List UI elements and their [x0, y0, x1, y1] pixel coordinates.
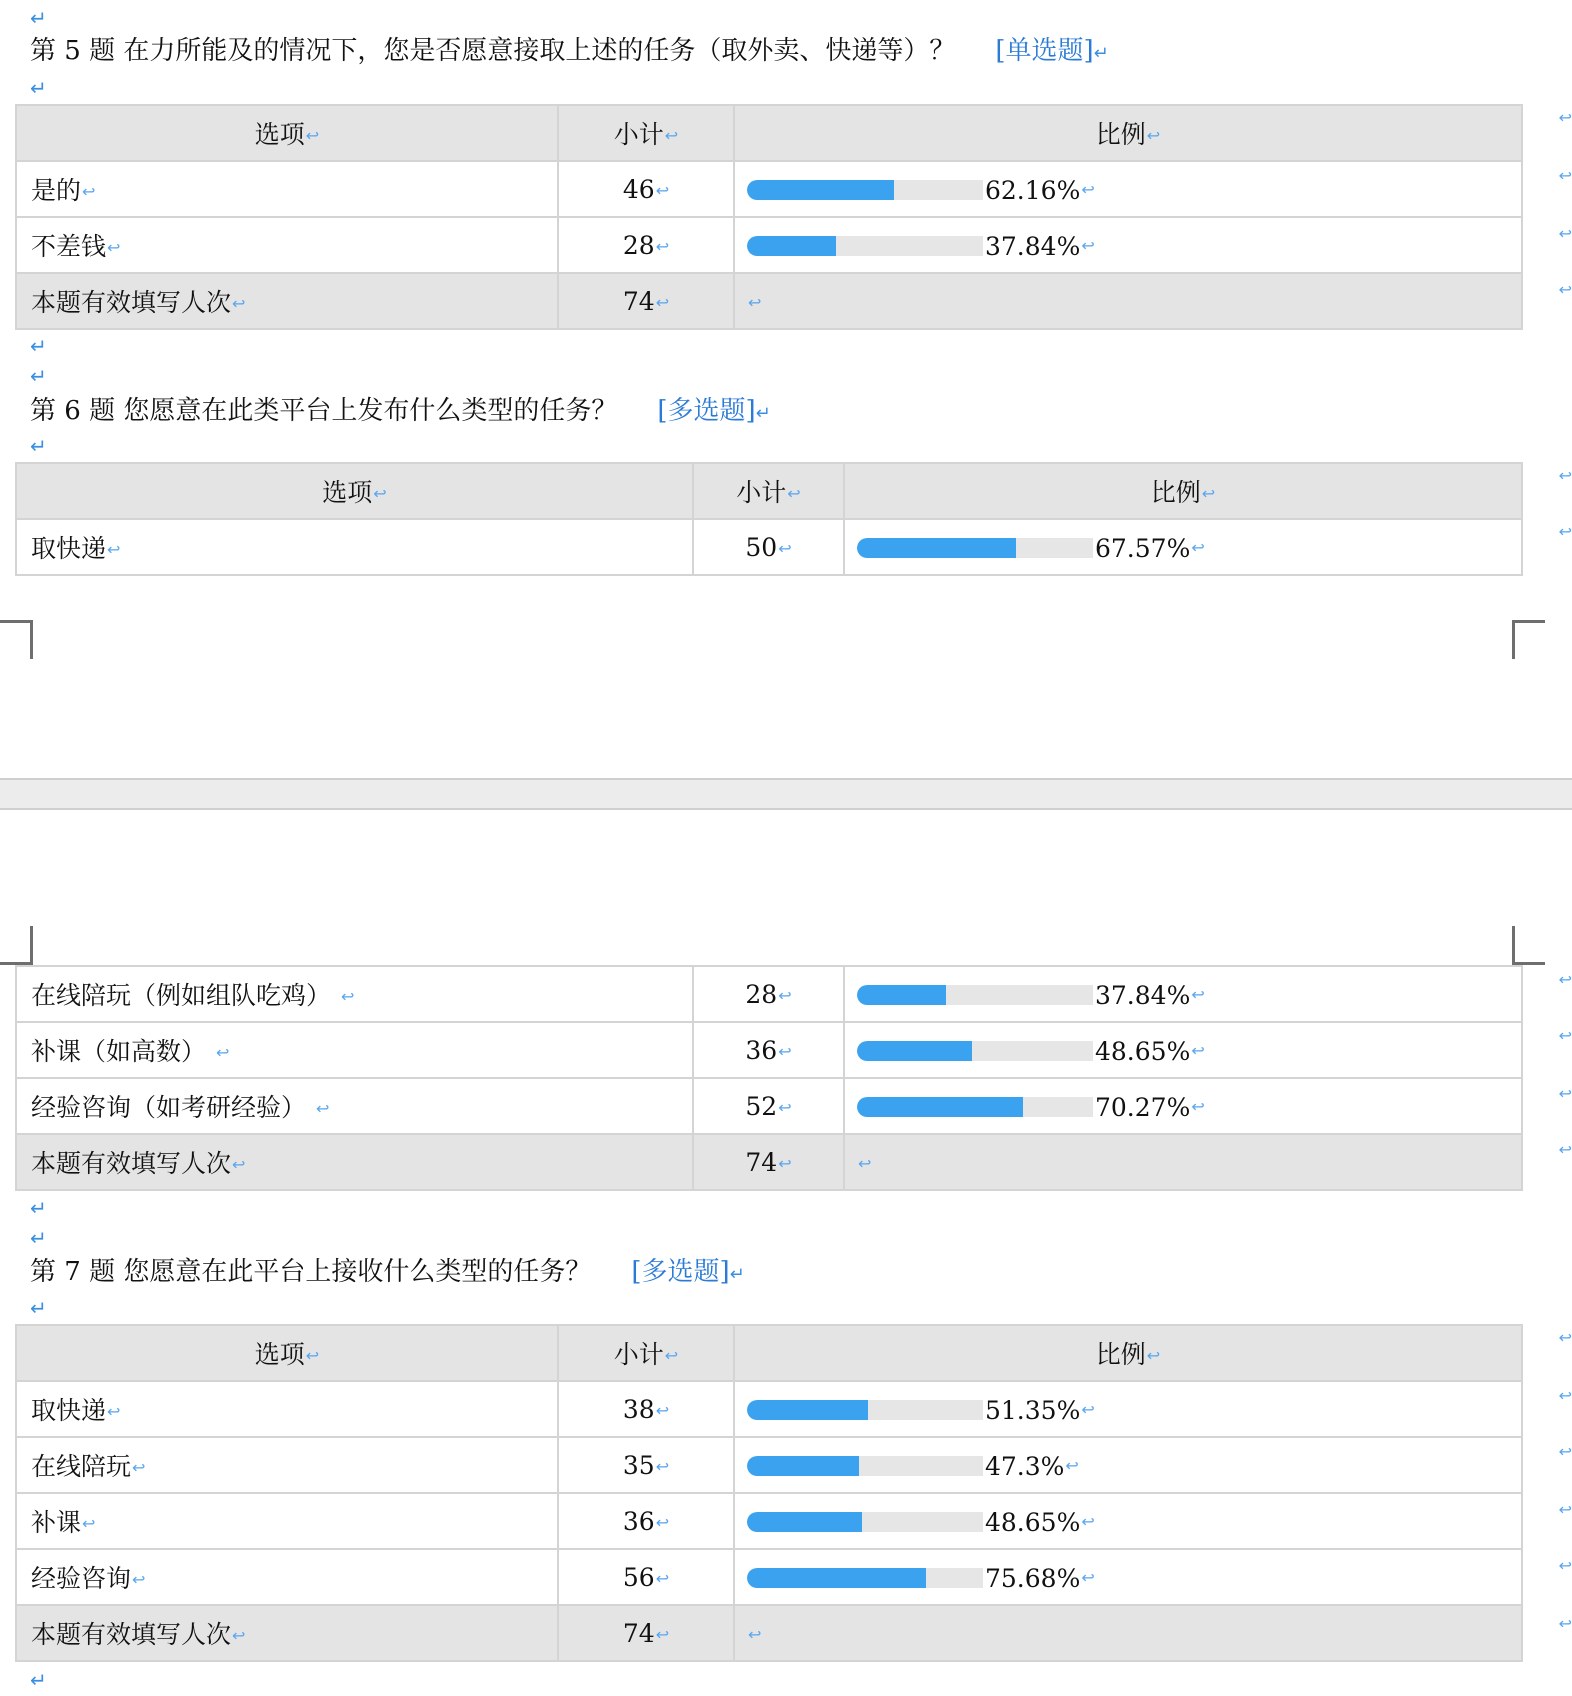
option-label: 经验咨询↩ [16, 1549, 558, 1605]
paragraph-mark: ↵ [30, 434, 47, 458]
total-row [16, 1134, 1522, 1190]
question-type-badge: [多选题] [657, 396, 756, 426]
table-header-row [16, 1325, 1522, 1381]
percent-bar-fill [747, 1456, 859, 1476]
question-5-title [30, 34, 1109, 71]
total-label: 本题有效填写人次↩ [16, 273, 558, 329]
percent-bar-fill [747, 1400, 868, 1420]
percent-bar [857, 985, 1093, 1005]
question-type-badge: [单选题] [995, 36, 1094, 66]
row-end-mark: ↩ [1558, 1386, 1572, 1405]
table-row [16, 1078, 1522, 1134]
percent-bar-fill [857, 538, 1016, 558]
row-end-mark: ↩ [1558, 166, 1572, 185]
percent-bar [747, 1456, 983, 1476]
option-percent: 37.84%↩ [734, 217, 1522, 273]
row-end-mark: ↩ [1558, 108, 1572, 127]
percent-bar [857, 1041, 1093, 1061]
question-type-badge: [多选题] [631, 1257, 730, 1287]
percent-bar-fill [747, 1568, 926, 1588]
row-end-mark: ↩ [1558, 466, 1572, 485]
percent-bar [747, 1512, 983, 1532]
row-end-mark: ↩ [1558, 1556, 1572, 1575]
total-empty: ↩ [844, 1134, 1522, 1190]
header-count: 小计↩ [558, 1325, 734, 1381]
header-option: 选项↩ [16, 105, 558, 161]
row-end-mark: ↩ [1558, 522, 1572, 541]
total-empty: ↩ [734, 273, 1522, 329]
paragraph-mark: ↵ [30, 1296, 47, 1320]
option-percent: 70.27%↩ [844, 1078, 1522, 1134]
row-end-mark: ↩ [1558, 1140, 1572, 1159]
page-corner-mark [1512, 926, 1545, 965]
page-corner-mark [0, 620, 33, 659]
question-title-text: 第 5 题 在力所能及的情况下，您是否愿意接取上述的任务（取外卖、快递等）？ [30, 36, 956, 66]
question-title-text: 第 7 题 您愿意在此平台上接收什么类型的任务？ [30, 1257, 592, 1287]
row-end-mark: ↩ [1558, 1614, 1572, 1633]
paragraph-mark: ↵ [30, 364, 47, 388]
header-count: 小计↩ [693, 463, 844, 519]
question-5-table [15, 104, 1523, 330]
option-count: 52↩ [693, 1078, 844, 1134]
option-percent: 75.68%↩ [734, 1549, 1522, 1605]
percent-bar-fill [857, 985, 946, 1005]
total-row [16, 1605, 1522, 1661]
question-7-table [15, 1324, 1523, 1662]
table-row [16, 519, 1522, 575]
page-corner-mark [0, 926, 33, 965]
table-row [16, 1493, 1522, 1549]
header-option: 选项↩ [16, 463, 693, 519]
row-end-mark: ↩ [1558, 1084, 1572, 1103]
header-percent: 比例↩ [844, 463, 1522, 519]
percent-bar-fill [857, 1041, 972, 1061]
option-count: 36↩ [693, 1022, 844, 1078]
option-count: 38↩ [558, 1381, 734, 1437]
table-row [16, 161, 1522, 217]
percent-bar [747, 180, 983, 200]
total-row [16, 273, 1522, 329]
question-6-table-continued [15, 965, 1523, 1191]
paragraph-mark: ↵ [30, 1196, 47, 1220]
total-count: 74↩ [693, 1134, 844, 1190]
question-6-title [30, 394, 771, 431]
header-count: 小计↩ [558, 105, 734, 161]
question-title-text: 第 6 题 您愿意在此类平台上发布什么类型的任务？ [30, 396, 618, 426]
row-end-mark: ↩ [1558, 970, 1572, 989]
option-label: 补课（如高数） ↩ [16, 1022, 693, 1078]
option-percent: 47.3%↩ [734, 1437, 1522, 1493]
percent-bar [747, 1568, 983, 1588]
table-row [16, 1437, 1522, 1493]
option-percent: 67.57%↩ [844, 519, 1522, 575]
table-row [16, 217, 1522, 273]
table-row [16, 1549, 1522, 1605]
row-end-mark: ↩ [1558, 1500, 1572, 1519]
table-header-row [16, 105, 1522, 161]
paragraph-mark: ↵ [30, 76, 47, 100]
option-label: 是的↩ [16, 161, 558, 217]
paragraph-mark: ↵ [30, 334, 47, 358]
option-count: 46↩ [558, 161, 734, 217]
option-percent: 37.84%↩ [844, 966, 1522, 1022]
total-label: 本题有效填写人次↩ [16, 1134, 693, 1190]
option-count: 35↩ [558, 1437, 734, 1493]
row-end-mark: ↩ [1558, 1026, 1572, 1045]
percent-bar [747, 236, 983, 256]
return-icon: ↵ [755, 403, 771, 424]
paragraph-mark: ↵ [30, 6, 47, 30]
total-count: 74↩ [558, 1605, 734, 1661]
option-count: 56↩ [558, 1549, 734, 1605]
option-count: 28↩ [693, 966, 844, 1022]
page-corner-mark [1512, 620, 1545, 659]
option-count: 36↩ [558, 1493, 734, 1549]
table-row [16, 966, 1522, 1022]
option-label: 取快递↩ [16, 1381, 558, 1437]
row-end-mark: ↩ [1558, 224, 1572, 243]
paragraph-mark: ↵ [30, 1226, 47, 1250]
option-percent: 62.16%↩ [734, 161, 1522, 217]
header-percent: 比例↩ [734, 1325, 1522, 1381]
option-count: 28↩ [558, 217, 734, 273]
table-row [16, 1381, 1522, 1437]
option-percent: 48.65%↩ [844, 1022, 1522, 1078]
percent-bar [857, 538, 1093, 558]
total-empty: ↩ [734, 1605, 1522, 1661]
percent-bar [857, 1097, 1093, 1117]
percent-bar [747, 1400, 983, 1420]
row-end-mark: ↩ [1558, 280, 1572, 299]
question-7-title [30, 1255, 745, 1292]
return-icon: ↵ [1093, 43, 1109, 64]
paragraph-mark: ↵ [30, 1668, 47, 1692]
percent-bar-fill [747, 180, 894, 200]
table-header-row [16, 463, 1522, 519]
percent-bar-fill [747, 236, 836, 256]
option-percent: 48.65%↩ [734, 1493, 1522, 1549]
percent-bar-fill [857, 1097, 1023, 1117]
option-label: 补课↩ [16, 1493, 558, 1549]
option-label: 在线陪玩（例如组队吃鸡） ↩ [16, 966, 693, 1022]
option-label: 不差钱↩ [16, 217, 558, 273]
total-count: 74↩ [558, 273, 734, 329]
total-label: 本题有效填写人次↩ [16, 1605, 558, 1661]
question-6-table [15, 462, 1523, 576]
option-label: 取快递↩ [16, 519, 693, 575]
row-end-mark: ↩ [1558, 1328, 1572, 1347]
return-icon: ↵ [729, 1264, 745, 1285]
option-percent: 51.35%↩ [734, 1381, 1522, 1437]
percent-bar-fill [747, 1512, 862, 1532]
header-percent: 比例↩ [734, 105, 1522, 161]
table-row [16, 1022, 1522, 1078]
header-option: 选项↩ [16, 1325, 558, 1381]
page-break-gap [0, 778, 1572, 810]
option-count: 50↩ [693, 519, 844, 575]
option-label: 经验咨询（如考研经验） ↩ [16, 1078, 693, 1134]
option-label: 在线陪玩↩ [16, 1437, 558, 1493]
row-end-mark: ↩ [1558, 1442, 1572, 1461]
